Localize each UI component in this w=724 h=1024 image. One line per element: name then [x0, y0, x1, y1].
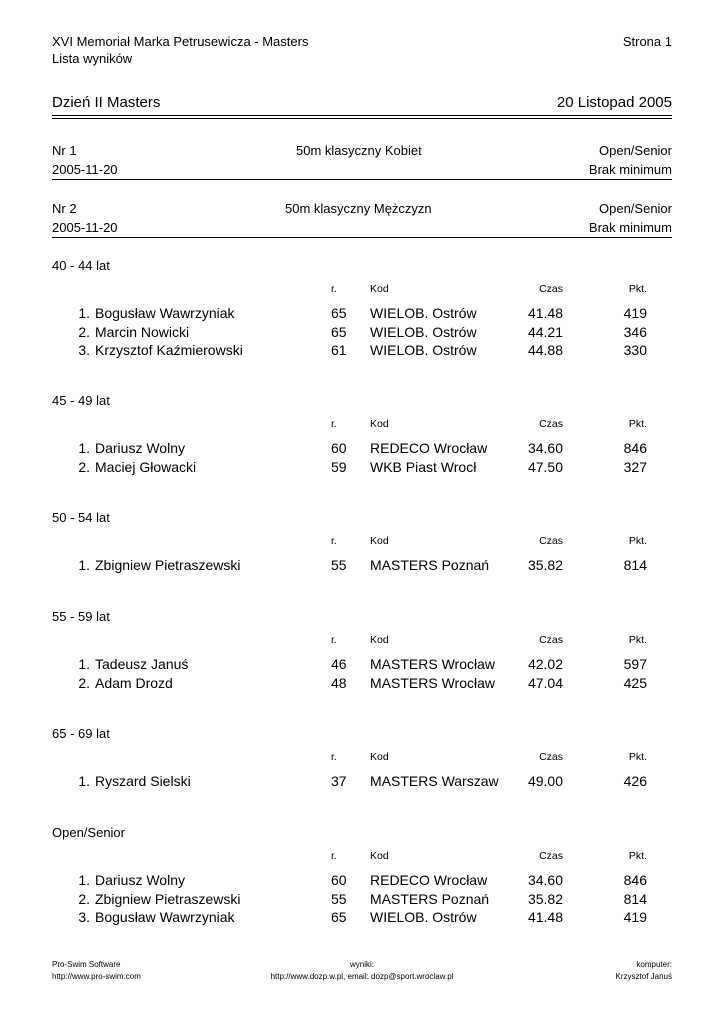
column-header-points: Pkt.	[628, 751, 647, 763]
result-time: 49.00	[527, 773, 563, 789]
result-name: Bogusław Wawrzyniak	[95, 305, 235, 321]
result-points: 597	[623, 656, 647, 672]
page-number: Strona 1	[622, 34, 672, 49]
result-name: Maciej Głowacki	[95, 458, 197, 475]
age-group-label: 40 - 44 lat	[52, 258, 110, 273]
column-header-year: r.	[331, 850, 337, 862]
result-club: WIELOB. Ostrów	[370, 909, 477, 925]
result-place: 1.	[78, 440, 90, 456]
result-points: 327	[623, 458, 647, 475]
column-header-club: Kod	[370, 418, 389, 430]
result-year: 65	[331, 323, 347, 340]
result-name: Tadeusz Januś	[95, 656, 189, 672]
column-header-club: Kod	[370, 634, 389, 646]
column-header-year: r.	[331, 751, 337, 763]
age-group-label: 45 - 49 lat	[52, 393, 110, 408]
result-year: 48	[331, 674, 347, 691]
result-name: Dariusz Wolny	[95, 440, 185, 456]
result-time: 35.82	[527, 557, 563, 573]
column-header-time: Czas	[539, 751, 563, 763]
result-time: 41.48	[527, 909, 563, 925]
column-header-year: r.	[331, 283, 337, 295]
column-header-year: r.	[331, 418, 337, 430]
result-name: Dariusz Wolny	[95, 872, 185, 888]
document-title: XVI Memoriał Marka Petrusewicza - Masters	[52, 34, 309, 49]
result-time: 44.21	[527, 323, 563, 340]
column-header-time: Czas	[539, 634, 563, 646]
column-header-club: Kod	[370, 751, 389, 763]
result-points: 346	[623, 323, 647, 340]
result-name: Zbigniew Pietraszewski	[95, 557, 241, 573]
event-note: Brak minimum	[588, 220, 672, 235]
result-name: Zbigniew Pietraszewski	[95, 890, 241, 907]
footer-computer-label: komputer:	[636, 960, 672, 969]
result-year: 60	[331, 872, 347, 888]
result-points: 419	[623, 909, 647, 925]
age-group-label: Open/Senior	[52, 825, 125, 840]
event-rule	[52, 179, 672, 180]
result-place: 3.	[78, 342, 90, 358]
column-header-time: Czas	[539, 283, 563, 295]
result-place: 1.	[78, 773, 90, 789]
result-points: 814	[623, 557, 647, 573]
event-number: Nr 2	[52, 201, 77, 216]
column-header-year: r.	[331, 634, 337, 646]
result-name: Bogusław Wawrzyniak	[95, 909, 235, 925]
footer-results-label: wyniki:	[349, 960, 374, 969]
result-club: WKB Piast Wrocł	[370, 458, 477, 475]
footer-computer-name: Krzysztof Januś	[615, 972, 672, 981]
document-subtitle: Lista wyników	[52, 51, 133, 66]
result-time: 34.60	[527, 872, 563, 888]
age-group-label: 55 - 59 lat	[52, 609, 110, 624]
header-rule-top	[52, 115, 672, 116]
column-header-time: Czas	[539, 850, 563, 862]
result-club: MASTERS Wrocław	[370, 674, 495, 691]
column-header-time: Czas	[539, 418, 563, 430]
result-place: 1.	[78, 872, 90, 888]
result-name: Ryszard Sielski	[95, 773, 191, 789]
day-date: 20 Listopad 2005	[556, 94, 672, 111]
footer-results-url: http://www.dozp.w.pl, email: dozp@sport.wroclaw.pl	[270, 972, 454, 981]
result-name: Krzysztof Kaźmierowski	[95, 342, 243, 358]
result-year: 59	[331, 458, 347, 475]
result-year: 61	[331, 342, 347, 358]
column-header-club: Kod	[370, 535, 389, 547]
result-club: MASTERS Poznań	[370, 890, 490, 907]
result-points: 426	[623, 773, 647, 789]
result-club: MASTERS Warszaw	[370, 773, 499, 789]
column-header-points: Pkt.	[628, 283, 647, 295]
result-name: Adam Drozd	[95, 674, 173, 691]
age-group-label: 65 - 69 lat	[52, 726, 110, 741]
result-club: MASTERS Wrocław	[370, 656, 495, 672]
result-club: REDECO Wrocław	[370, 440, 488, 456]
column-header-time: Czas	[539, 535, 563, 547]
footer-software: Pro-Swim Software	[52, 960, 121, 969]
event-number: Nr 1	[52, 143, 77, 158]
event-date: 2005-11-20	[52, 220, 118, 235]
column-header-year: r.	[331, 535, 337, 547]
result-club: WIELOB. Ostrów	[370, 305, 477, 321]
event-date: 2005-11-20	[52, 162, 118, 177]
result-time: 41.48	[527, 305, 563, 321]
result-points: 330	[623, 342, 647, 358]
result-place: 2.	[78, 323, 90, 340]
result-time: 42.02	[527, 656, 563, 672]
event-category: Open/Senior	[599, 201, 672, 216]
column-header-points: Pkt.	[628, 850, 647, 862]
result-time: 34.60	[527, 440, 563, 456]
result-place: 1.	[78, 305, 90, 321]
column-header-points: Pkt.	[628, 634, 647, 646]
result-place: 2.	[78, 458, 90, 475]
result-place: 1.	[78, 557, 90, 573]
result-year: 60	[331, 440, 347, 456]
column-header-points: Pkt.	[628, 535, 647, 547]
result-time: 44.88	[527, 342, 563, 358]
result-club: WIELOB. Ostrów	[370, 323, 477, 340]
result-place: 2.	[78, 890, 90, 907]
result-time: 47.04	[527, 674, 563, 691]
result-year: 65	[331, 305, 347, 321]
event-name: 50m klasyczny Mężczyzn	[285, 201, 432, 216]
result-year: 37	[331, 773, 347, 789]
column-header-club: Kod	[370, 850, 389, 862]
event-rule	[52, 237, 672, 238]
event-note: Brak minimum	[588, 162, 672, 177]
column-header-club: Kod	[370, 283, 389, 295]
result-club: MASTERS Poznań	[370, 557, 490, 573]
result-name: Marcin Nowicki	[95, 323, 190, 340]
result-place: 2.	[78, 674, 90, 691]
result-points: 814	[623, 890, 647, 907]
result-year: 65	[331, 909, 347, 925]
result-place: 3.	[78, 909, 90, 925]
age-group-label: 50 - 54 lat	[52, 510, 110, 525]
footer-software-url: http://www.pro-swim.com	[52, 972, 141, 981]
result-points: 846	[623, 872, 647, 888]
result-year: 55	[331, 890, 347, 907]
day-title: Dzień II Masters	[52, 94, 161, 111]
result-club: REDECO Wrocław	[370, 872, 488, 888]
column-header-points: Pkt.	[628, 418, 647, 430]
result-year: 55	[331, 557, 347, 573]
result-points: 846	[623, 440, 647, 456]
event-category: Open/Senior	[599, 143, 672, 158]
result-place: 1.	[78, 656, 90, 672]
event-name: 50m klasyczny Kobiet	[296, 143, 422, 158]
result-time: 35.82	[527, 890, 563, 907]
header-rule-bottom	[52, 118, 672, 119]
result-club: WIELOB. Ostrów	[370, 342, 477, 358]
result-points: 425	[623, 674, 647, 691]
result-time: 47.50	[527, 458, 563, 475]
result-year: 46	[331, 656, 347, 672]
result-points: 419	[623, 305, 647, 321]
